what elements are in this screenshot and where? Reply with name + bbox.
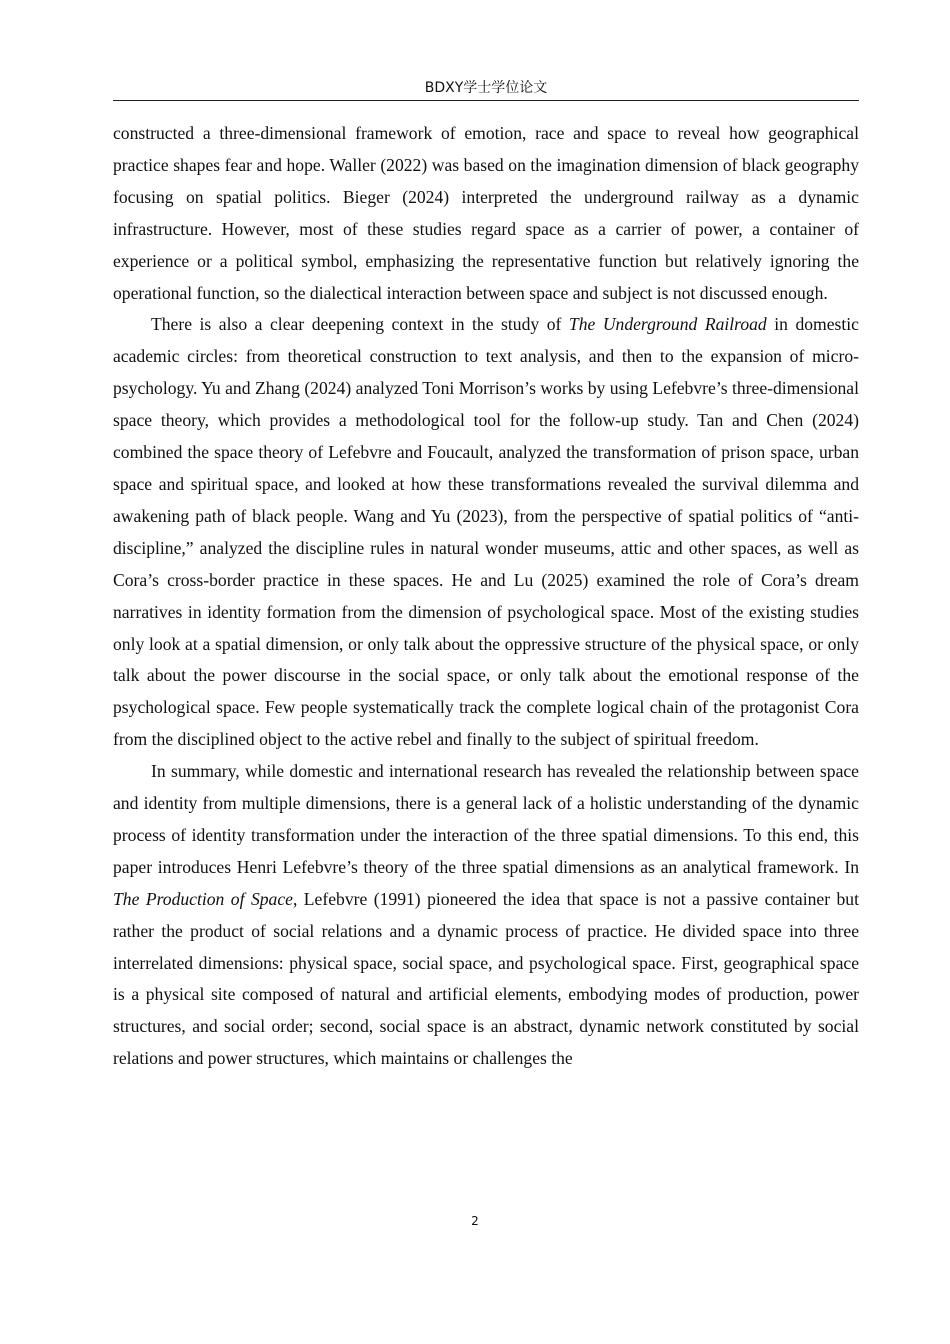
book-title-production-of-space: The Production of Space (113, 888, 293, 909)
paragraph-3 (113, 756, 859, 1075)
paragraph-2 (113, 309, 859, 756)
paragraph-3-text-a: In summary, while domestic and international research has revealed the relationship between space and identity from multiple dimensions, there is a general lack of a holistic understanding of the dynamic process of identity transformation under the interaction of the three spatial dimensions. To this end, this paper introduces Henri Lefebvre’s theory of the three spatial dimensions as an analytical framework. In (113, 761, 859, 877)
paragraph-1 (113, 118, 859, 309)
paragraph-1-text: constructed a three-dimensional framework of emotion, race and space to reveal how geographical practice shapes fear and hope. Waller (2022) was based on the imagination dimension of black geography focusing on spatial politics. Bieger (2024) interpreted the underground railway as a dynamic infrastructure. However, most of these studies regard space as a carrier of power, a container of experience or a political symbol, emphasizing the representative function but relatively ignoring the operational function, so the dialectical interaction between space and subject is not discussed enough. (113, 123, 859, 303)
page-header: BDXY学士学位论文 (424, 80, 548, 96)
document-body (113, 118, 859, 1075)
paragraph-2-text-b: in domestic academic circles: from theoretical construction to text analysis, and then to the expansion of micro-psychology. Yu and Zhang (2024) analyzed Toni Morrison’s works by using Lefebvre’s three-dimensional space theory, which provides a methodological tool for the follow-up study. Tan and Chen (2024) combined the space theory of Lefebvre and Foucault, analyzed the transformation of prison space, urban space and spiritual space, and looked at how these transformations revealed the survival dilemma and awakening path of black people. Wang and Yu (2023), from the perspective of spatial politics of “anti-discipline,” analyzed the discipline rules in natural wonder museums, attic and other spaces, as well as Cora’s cross-border practice in these spaces. He and Lu (2025) examined the role of Cora’s dream narratives in identity formation from the dimension of psychological space. Most of the existing studies only look at a spatial dimension, or only talk about the oppressive structure of the physical space, or only talk about the power discourse in the social space, or only talk about the emotional response of the psychological space. Few people systematically track the complete logical chain of the protagonist Cora from the disciplined object to the active rebel and finally to the subject of spiritual freedom. (113, 314, 859, 750)
page-number: 2 (471, 1214, 479, 1228)
header-rule (113, 100, 859, 101)
paragraph-2-text-a: There is also a clear deepening context in the study of (151, 314, 569, 335)
book-title-underground-railroad: The Underground Railroad (568, 314, 767, 335)
paragraph-3-text-b: , Lefebvre (1991) pioneered the idea that space is not a passive container but rather the product of social relations and a dynamic process of practice. He divided space into three interrelated dimensions: physical space, social space, and psychological space. First, geographical space is a physical site composed of natural and artificial elements, embodying modes of production, power structures, and social order; second, social space is an abstract, dynamic network constituted by social relations and power structures, which maintains or challenges the (113, 888, 859, 1069)
